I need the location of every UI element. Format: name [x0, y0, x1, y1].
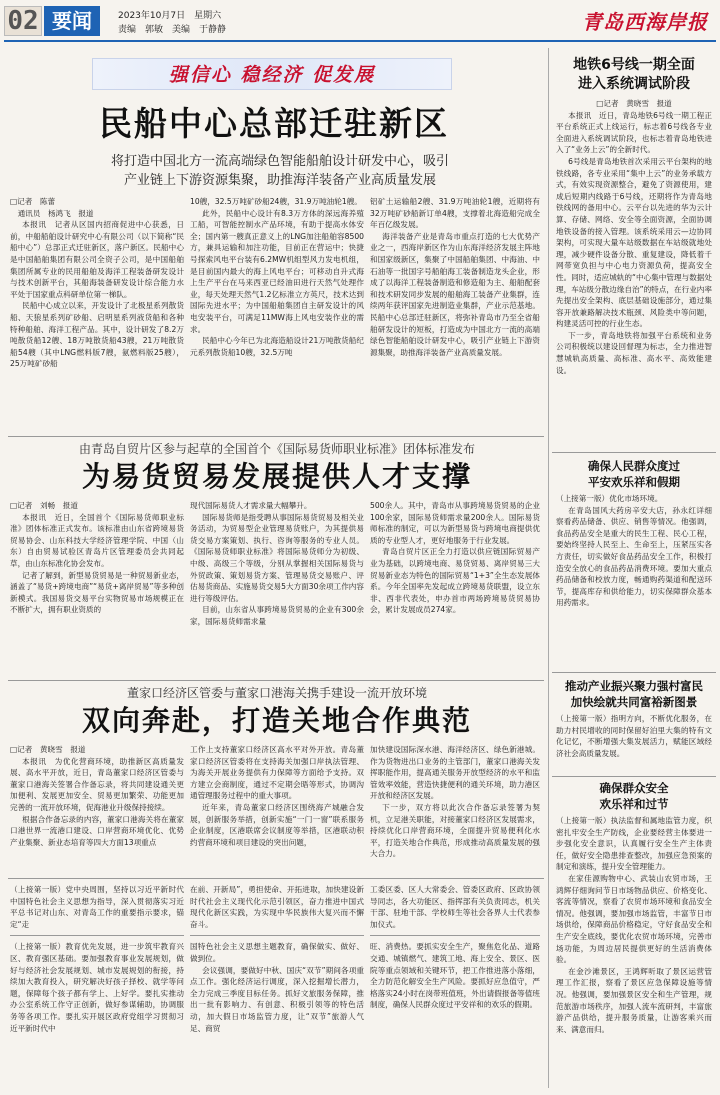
- paragraph: 下一步，青岛地铁将加强平台系统和业务公司积极统以建设回督理为标志，全力推进智慧城轨高质量、高标准、高水平、高效能建设。: [556, 330, 712, 375]
- side2-headline-2: 平安欢乐祥和假期: [588, 475, 680, 489]
- side3-headline-2: 加快绘就共同富裕新图景: [570, 695, 698, 709]
- divider: [8, 680, 544, 681]
- paragraph: 在前、开新局”，勇担使命、开拓进取，加快建设新时代社会主义现代化示范引领区，奋力推进中国式现代化新区实践，为实现中华民族伟大复兴而不懈奋斗。: [190, 885, 364, 929]
- paragraph: 民船中心成立以来，开发设计了北极星系列散货船、天狼星系列矿砂船、启明星系列液货船和各种特种船舶、海洋工程产品。其中，设计研发了8.2万吨散货船12艘、18万吨散货船43艘，21万吨散货船54艘（其中LNG燃料版7艘，氨燃料版25艘），25万吨矿砂船: [10, 301, 184, 369]
- issue-weekday: 星期六: [194, 11, 222, 21]
- issue-date-line: [118, 8, 221, 21]
- side1-byline: □记者 黄晓雪 报道: [596, 99, 672, 108]
- side4: [556, 780, 712, 1035]
- paragraph: 民船中心今年已为北海造船设计21万吨散货船纪元系列散货船10艘，32.5万吨: [190, 336, 364, 357]
- divider: [552, 776, 716, 777]
- article2-headline: 为易货贸易发展提供人才支撑: [81, 460, 472, 493]
- paragraph: 6号线是青岛地铁首次采用云平台架构的地铁线路，各专业采用“集中上云”的业务承载方式，有效实现资源整合，避免了资源使用，建成后短期内线路于6号线，还期将作为青岛地铁线网的备用中心。云平台以先进的华为云计算、存储、网络、安全等全面资源，全面协调地铁设备的接入管理。该系统采用云—边协同架构，可实现大量车站级数据在车站级就地处理，减少硬件设备分散、重复建设，降低着千网带宽负担与中心电力资源负荷，提高安全性。同时，适应城轨的“中心集中管理与数据处理，车站级分散边缘自治”的特点，在行业内率先提出安全架构、底层基础设施部分，通过集容开放兼路解决技术瓶颈、风险类中等问题，构建灵活可控的行业生态。: [556, 156, 712, 329]
- side4-headline-1: 确保群众安全: [599, 781, 669, 795]
- article3-headline: 双向奔赴，打造关地合作典范: [81, 704, 472, 737]
- newspaper-logo: 青岛西海岸报: [582, 10, 708, 34]
- page-number: 02: [4, 6, 42, 36]
- side3-headline-1: 推动产业振兴聚力强村富民: [565, 679, 703, 693]
- paragraph: 记者了解到，新型易货贸易是一种贸易新业态，涵盖了“易货+跨境电商”“易货+离岸贸易”等多种创新模式。我国易货交易平台实物贸易市场规模正在不断扩大，拥有职业资质的: [10, 570, 184, 615]
- article2-col-2: [190, 500, 364, 628]
- divider: [370, 935, 540, 936]
- article1-byline: □记者 陈蕾: [10, 197, 56, 206]
- paragraph: 会议强调，要做好中秋、国庆“双节”期间各项重点工作。强化经济运行调度，深入挖掘增长潜力，全力完成三季度目标任务。抓好文旅服务保障，推出一批有影响力、有创意、积极引领等的特色活动，加大假日市场监管力度，让“双节”旅游人气足、商贸: [190, 965, 364, 1033]
- divider: [10, 935, 184, 936]
- divider: [190, 935, 364, 936]
- bottom-col-3: [370, 884, 540, 1011]
- paragraph: 铝矿土运输船2艘、31.9万吨油轮1艘，近期将有32万吨矿砂船新订单4艘，支撑着北海造船完成全年百亿级发展。: [370, 197, 540, 230]
- side2: [556, 458, 712, 609]
- paragraph: 国际易货师是指受聘从事国际易货贸易及相关业务活动，为贸易型企业管理易货账户，为其提供易货交易方案策划、执行、咨询等服务的专业人员。《国际易货师职业标准》将国际易货师分为初级、中级、高级三个等级，分别从掌握相关国际易货与外贸政策、策划易货方案、管理易货交易账户、评估易货商品、实施易货交易5大方面30余项工作内容进行等级评估。: [190, 512, 364, 603]
- paragraph: 海洋装备产业是青岛市重点打造的七大优势产业之一，西海岸新区作为山东海洋经济发展主阵地和国家级新区，集聚了中国船舶集团、中海油、中石油等一批国字号船舶海工装备制造龙头企业，形成了以海洋工程装备制造和修造船为主、船舶配套和技术研发同步发展的船舶海工装备产业集群，连续两年获评国家先进制造业集群，产业示范基地。民船中心总部迁驻新区，将弥补青岛市乃至全省船舶研发设计的短板，打造成为中国北方一流的高端绿色智能船舶设计研发中心，吸引产业链上下游资源集聚，助推海洋装备产业高质量发展。: [370, 231, 540, 357]
- paragraph: （上接第一版）指明方向，不断优化服务，在助力村民增收的同时保留好泊里大集的特有文化记忆，不断增强大集发展活力，赋能区域经济社会高质量发展。: [556, 714, 712, 758]
- side1-headline-2: 进入系统调试阶段: [578, 76, 690, 92]
- divider: [8, 878, 544, 879]
- slogan-banner: [92, 58, 452, 90]
- paragraph: 工作上支持董家口经济区高水平对外开放。青岛董家口经济区管委将在支持海关加强口岸执法管理、为海关开展业务提供有力保障等方面给予支持。双方建立会商制度，通过不定期会晤等形式，协调沟通管理服务过程中的重大事项。: [190, 745, 364, 801]
- divider: [552, 672, 716, 673]
- sidebar-divider: [548, 48, 549, 1088]
- side2-headline-1: 确保人民群众度过: [588, 459, 680, 473]
- side3: [556, 678, 712, 759]
- divider: [8, 436, 544, 437]
- paragraph: （上接第一版）执法监督和属地监管力度，织密扎牢安全生产防线，企业要经营主体要进一步强化安全意识，认真履行安全生产主体责任，做好安全隐患排查整改，加强应急预案的制定和演练，提升安全管理能力。: [556, 816, 712, 872]
- article2-byline: □记者 刘畅 报道: [10, 501, 78, 510]
- paragraph: 本报讯 近日，青岛地铁6号线一期工程正平台系统正式上线运行，标志着6号线各专业全面进入系统调试阶段，也标志着青岛地铁进入了“业务上云”的全新时代。: [556, 110, 712, 155]
- article1-subhead-2: 产业链上下游资源集聚，助推海洋装备产业高质量发展: [123, 173, 436, 188]
- paragraph: 加快建设国际深水港、海洋经济区、绿色新港城。作为货物进出口业务的主管部门，董家口港海关发挥职能作用，提高通关服务开放型经济的水平和监管效率效能，营造快捷便利的通关环境，助力港区开放和经济区发展。: [370, 745, 540, 801]
- paragraph: 在金沙滩景区，王鸿辉听取了景区运营管理工作汇报，察看了景区应急保障设施等情况。他强调，要加强景区安全和生产管理，规范旅游市场秩序，加强人流车流研判，丰富旅游产品供给，提升服务质量，让游客乘兴而来、满意而归。: [556, 966, 712, 1034]
- slogan-text: 强信心 稳经济 促发展: [168, 64, 376, 86]
- paragraph: 在家佳源购物中心、武装山农贸市场，王鸿辉仔细询问节日市场物品供应、价格变化、客流等情况，察看了农贸市场环境和食品安全情况。他强调，要加强市场监管，丰富节日市场供给，保障商品价格稳定，守好食品安全和生产安全底线，要优化农贸市场环境，完善市场功能，为周边居民提供更好的生活消费体验。: [556, 873, 712, 965]
- bottom-col-2: [190, 884, 364, 1034]
- paragraph: 10艘，32.5万吨矿砂船24艘，31.9万吨油轮1艘。: [190, 197, 362, 206]
- bottom-col-1: [10, 884, 184, 1034]
- paragraph: 国特色社会主义思想主题教育，确保做实、做好、做到位。: [190, 942, 364, 963]
- paragraph: 在青岛国风大药房辛安大店，孙永红详细察看药品储备、供应、销售等情况。他强调，食品药品安全是重大的民生工程、民心工程，要始终坚持人民至上、生命至上，压紧压实各方责任，切实做好食品药品安全工作，积极打造安全放心的食品药品消费环境。要加大重点药品储备和校放力度，畅通购药渠道和配送环节，提高库存和供给能力，切实保障群众基本用药需求。: [556, 505, 712, 608]
- article1-byline-2: 通讯员 杨鸿飞 报道: [17, 208, 94, 218]
- article3-col-1: [10, 744, 184, 848]
- paragraph: 本报讯 为优化营商环境，助推新区高质量发展、高水平开放，近日，青岛董家口经济区管委与董家口港海关签署合作备忘录，将共同建设通关更加便利、发展更加安全、贸易更加繁荣、功能更加完善的一流开放环境，促海港业升级保持接续。: [10, 756, 184, 812]
- paragraph: 本报讯 记者从区国内招商促进中心获悉，日前，中船船舶设计研究中心有限公司（以下简称“民船中心”）总部正式迁驻新区，落户新区。民船中心是中国船舶集团有限公司全资子公司，是中国船舶集团所属专业的民用船舶及海洋工程装备研发设计与技术创新平台，其船海装备研发设计综合能力水平处于国家重点科研单位第一梯队。: [10, 220, 184, 299]
- paragraph: （上接第一版）教育优先发展，进一步筑牢教育兴区、教育强区基础。要加强教育事业发展规划，做好与经济社会发展规划、城市发展规划的衔接，持续加大教育投入，研究解决好孩子择校、就学等问题，保障每个孩子都有学上、上好学。要扎实推动办公室系统工作守正创新，做好参谋辅助，协调服务等各项工作。要扎实开展区政府党组学习贯彻习近平新时代中: [10, 942, 184, 1033]
- paragraph: 近年来，青岛董家口经济区围绕海产城融合发展，创新服务举措，创新实施“一门一窗”联系服务企业制度，区港联席会议制度等举措，区港联动积约营商环境和项目建设的突出问题，: [190, 802, 364, 847]
- side1: [556, 56, 712, 376]
- side1-headline-1: 地铁6号线一期全面: [573, 57, 695, 73]
- issue-date: 2023年10月7日: [118, 11, 186, 21]
- paragraph: 青岛自贸片区正全力打造以供应链国际贸易产业为基础，以跨境电商、易货贸易、离岸贸易三大贸易新业态为特色的国际贸易“1+3”全生态发展体系。今年全国率先发起成立跨境易货联盟，设立东非、西非代表处，申办首市两场跨境易货贸易协会，累计发展成员274家。: [370, 547, 540, 615]
- paragraph: 此外，民船中心设计有8.3万方体的深远海养殖工船，可智能控制水产品环境，有助于提高水体安全；国内第一艘真正意义上的LNG加注船舶容8500方，兼具运输和加注功能，目前正在营运中；快捷号探索风电平台装有6.2MW机组型风力发电机组，是目前国内最大的海上风电平台；可移动自升式海上生产平台在马来西亚已经油田进行天然气处理作业，每天处理天然气1.2亿标准立方英尺，技术达到国际先进水平；为中国船舶集团自主研发设计的风电安装平台，可满足11MW海上风电安装作业的需求。: [190, 208, 364, 334]
- article3-col-2: [190, 744, 364, 848]
- divider: [552, 452, 716, 453]
- article1-col-1: [10, 196, 184, 370]
- article2-col-1: [10, 500, 184, 616]
- article1-col-3: [370, 196, 540, 358]
- article2-kicker: 由青岛自贸片区参与起草的全国首个《国际易货师职业标准》团体标准发布: [78, 442, 475, 456]
- paragraph: （上接第一版）优化市场环境。: [556, 494, 663, 503]
- paragraph: 下一步，双方将以此次合作备忘录签署为契机，立足港关职能，对接董家口经济区发展需求，持续优化口岸营商环境，全面提升贸易便利化水平，打造关地合作典范，形成推动高质量发展的强大合力。: [370, 802, 540, 859]
- editor-line: 责编 郭敏 美编 于静静: [118, 25, 227, 35]
- paragraph: （上接第一版）党中央周围，坚持以习近平新时代中国特色社会主义思想为指导，深入贯彻落实习近平总书记对山东、对青岛工作的重要指示要求，锚定“走: [10, 885, 184, 929]
- paragraph: 现代国际易货人才需求量大幅攀升。: [190, 501, 312, 510]
- article3-col-3: [370, 744, 540, 860]
- header-rule: [4, 40, 716, 42]
- side4-headline-2: 欢乐祥和过节: [599, 797, 669, 811]
- paragraph: 目前，山东省从事跨境易货贸易的企业有300余家，国际易货师需求量: [190, 605, 364, 626]
- paragraph: 500余人。其中，青岛市从事跨境易货贸易的企业100余家，国际易货师需求量200余人。国际易货师标准的制定，可以为新型易货与跨境电商提供优质的专业型人才，更好地服务于行业发展。: [370, 501, 540, 545]
- section-label: 要闻: [44, 6, 100, 36]
- paragraph: 旺、消费热。要抓实安全生产，聚焦危化品、道路交通、城镇燃气、建筑工地、海上安全、景区、医院等重点领域和关键环节，把工作推进落小落细，全力防范化解安全生产风险。要抓好应急值守，严格落实24小时在岗带班值班，外出请假报备等值班制度，确保人民群众度过平安祥和的欢乐的假期。: [370, 942, 540, 1010]
- paragraph: 工委区委、区人大常委会、管委区政府、区政协领导同志，各大功能区、指挥部有关负责同志，机关干部、驻地干部、学校师生等社会各界人士代表参加仪式。: [370, 885, 540, 929]
- article1-headline: 民船中心总部迁驻新区: [99, 104, 449, 143]
- article2-col-3: [370, 500, 540, 616]
- article1-col-2: [190, 196, 364, 358]
- article1-subhead-1: 将打造中国北方一流高端绿色智能船舶设计研发中心，吸引: [110, 154, 449, 169]
- paragraph: 本报讯 近日，全国首个《国际易货师职业标准》团体标准正式发布。该标准由山东省跨境易货贸易协会、山东科技大学经济管理学院、中国（山东）自由贸易试验区青岛片区管理委员会共同起草，由山东标准化协会发布。: [10, 512, 184, 568]
- paragraph: 根据合作备忘录的内容，董家口港海关将在董家口港世界一流港口建设、口岸营商环境优化、优势产业集聚、新业态培育等四大方面13项重点: [10, 814, 184, 847]
- article3-byline: □记者 黄晓雪 报道: [10, 745, 86, 754]
- article3-kicker: 董家口经济区管委与董家口港海关携手建设一流开放环境: [126, 686, 427, 700]
